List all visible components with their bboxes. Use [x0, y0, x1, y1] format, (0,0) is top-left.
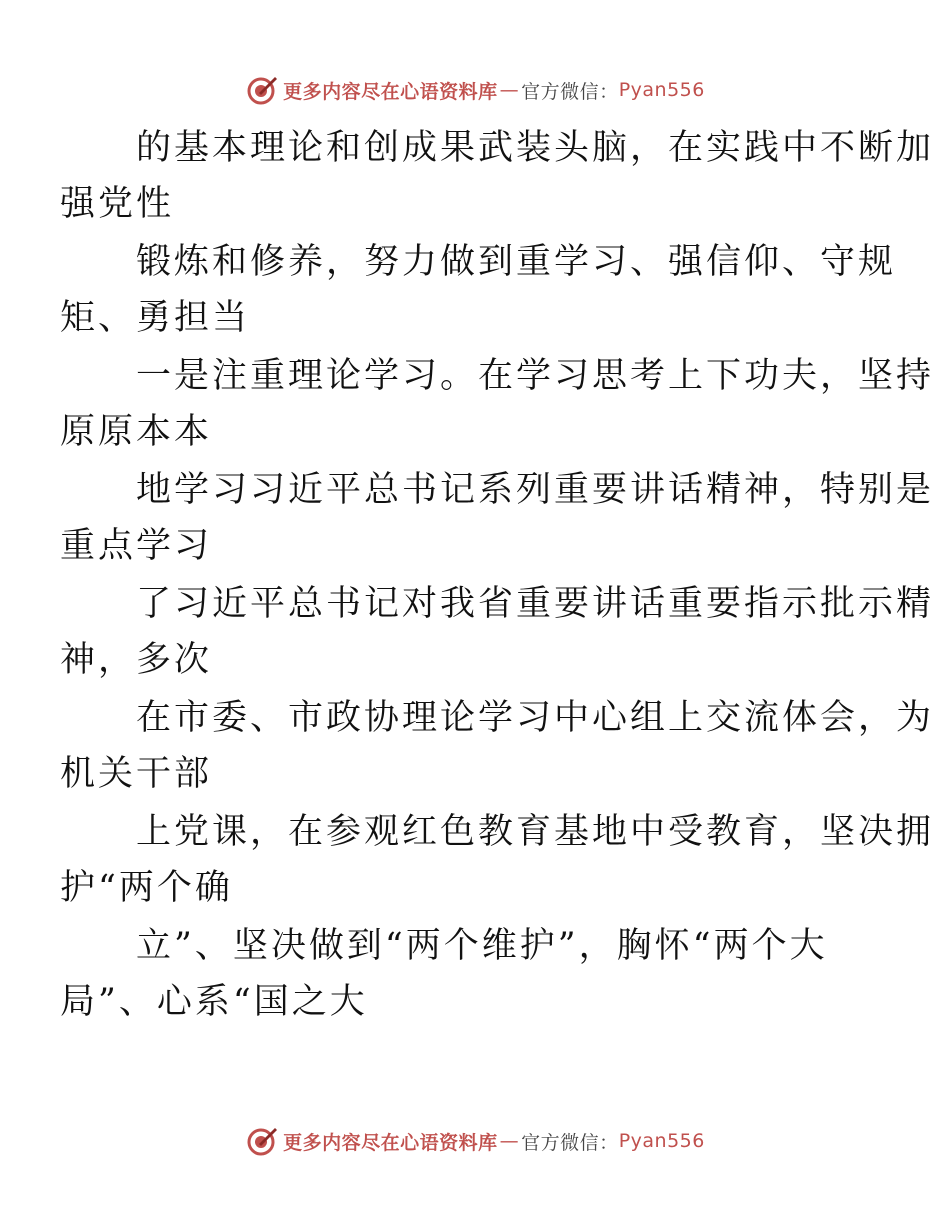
header-watermark — [0, 73, 950, 107]
paragraph-line: 矩、勇担当 — [60, 298, 251, 338]
paragraph-line: 一是注重理论学习。在学习思考上下功夫，坚持 — [136, 356, 935, 396]
paragraph-line: 地学习习近平总书记系列重要讲话精神，特别是 — [136, 470, 935, 510]
watermark-dash: — — [499, 79, 520, 101]
paragraph — [60, 120, 935, 232]
paragraph-line: 原原本本 — [60, 412, 213, 452]
paragraph — [60, 462, 935, 574]
paragraph-line: 上党课，在参观红色教育基地中受教育，坚决拥 — [136, 812, 935, 852]
paragraph — [60, 234, 897, 346]
footer-watermark — [0, 1124, 950, 1158]
paragraph — [60, 804, 935, 916]
watermark-label: 官方微信： — [521, 1131, 619, 1154]
paragraph-line: 了习近平总书记对我省重要讲话重要指示批示精 — [136, 584, 935, 624]
watermark-label: 官方微信： — [521, 80, 619, 103]
paragraph-line: 强党性 — [60, 184, 175, 224]
paragraph-line: 重点学习 — [60, 526, 213, 566]
paragraph-line: 局”、心系“国之大 — [60, 982, 368, 1022]
paragraph-line: 锻炼和修养，努力做到重学习、强信仰、守规 — [136, 242, 897, 282]
paragraph-line: 的基本理论和创成果武装头脑，在实践中不断加 — [136, 128, 935, 168]
document-body — [60, 120, 935, 1032]
watermark-account: Pyan556 — [618, 79, 705, 101]
watermark-brand: 更多内容尽在心语资料库 — [283, 1131, 498, 1154]
paragraph-line: 机关干部 — [60, 754, 213, 794]
pen-logo-icon — [245, 1124, 279, 1158]
watermark-brand: 更多内容尽在心语资料库 — [283, 80, 498, 103]
paragraph — [60, 576, 935, 688]
pen-logo-icon — [245, 73, 279, 107]
watermark-dash: — — [499, 1130, 520, 1152]
paragraph-line: 立”、坚决做到“两个维护”，胸怀“两个大 — [136, 926, 828, 966]
paragraph — [60, 690, 935, 802]
paragraph-line: 护“两个确 — [60, 868, 233, 908]
paragraph — [60, 348, 935, 460]
paragraph-line: 神，多次 — [60, 640, 213, 680]
watermark-account: Pyan556 — [618, 1130, 705, 1152]
paragraph-line: 在市委、市政协理论学习中心组上交流体会，为 — [136, 698, 935, 738]
paragraph — [60, 918, 858, 1030]
